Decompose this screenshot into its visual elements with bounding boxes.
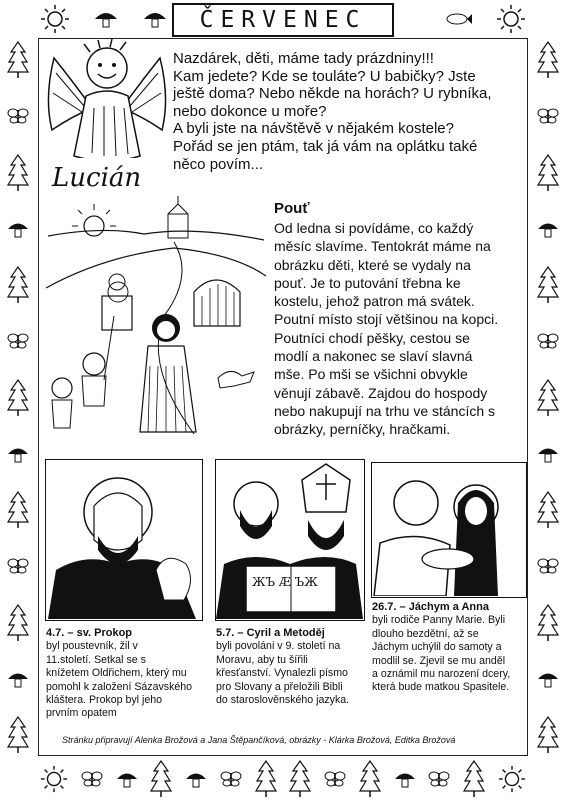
jachym-anna-caption (372, 601, 530, 695)
angel-signature: Lucián (52, 163, 142, 193)
tree-icon (537, 490, 559, 530)
pout-line: nebo nakupují na trhu ve stáncích s (274, 402, 496, 419)
tree-icon (537, 603, 559, 643)
tree-icon (150, 759, 172, 799)
caption-line: pomohl k založení Sázavského (46, 680, 193, 693)
tree-icon (7, 40, 29, 80)
mushroom-icon (537, 445, 559, 463)
tree-icon (7, 378, 29, 418)
caption-line: Jáchym uchýlil do samoty a (372, 641, 502, 654)
intro-text (173, 50, 521, 173)
tree-icon (359, 759, 381, 799)
butterfly-icon (220, 770, 242, 788)
tree-icon (537, 153, 559, 193)
pout-line: měsíc slavíme. Tentokrát máme na (274, 238, 491, 255)
caption-line: prvním opatem (46, 707, 117, 720)
tree-icon (7, 603, 29, 643)
tree-icon (7, 490, 29, 530)
prokop-heading: 4.7. – sv. Prokop (46, 627, 133, 639)
butterfly-icon (537, 107, 559, 125)
caption-line: křesťanství. Vynalezli písmo (216, 667, 348, 680)
butterfly-icon (7, 107, 29, 125)
caption-line: 11.století. Setkal se s (46, 653, 146, 666)
sun-icon (40, 765, 68, 793)
mushroom-icon (93, 9, 119, 29)
caption-line: pro Slovany a přeložili Bibli (216, 680, 343, 693)
tree-icon (537, 265, 559, 305)
tree-icon (537, 378, 559, 418)
tree-icon (463, 759, 485, 799)
mushroom-icon (7, 220, 29, 238)
butterfly-icon (324, 770, 346, 788)
pout-line: Od ledna si povídáme, co každý (274, 220, 474, 236)
left-border (2, 40, 34, 755)
angel-illustration (44, 38, 170, 194)
mushroom-icon (394, 770, 416, 788)
caption-line: a oznámil mu narození dcery, (372, 668, 511, 681)
bottom-border (40, 762, 526, 796)
jachym-anna-heading: 26.7. – Jáchym a Anna (372, 601, 489, 613)
jachym-anna-illustration (371, 462, 527, 598)
butterfly-icon (537, 332, 559, 350)
intro-line: Kam jedete? Kde se touláte? U babičky? Jste (173, 67, 476, 85)
pout-line: pouť. Je to putování třebna ke (274, 274, 461, 291)
caption-line: byli rodiče Panny Marie. Byli (372, 614, 506, 627)
right-border (532, 40, 564, 755)
prokop-caption (46, 627, 210, 721)
pout-line: Poutní místo stojí většinou na kopci. (274, 311, 499, 328)
sun-icon (498, 765, 526, 793)
intro-line: něco povím... (173, 155, 264, 173)
pout-line: obrázky, perníčky, hračkami. (274, 421, 451, 438)
sun-icon (496, 4, 526, 34)
caption-line: která bude matkou Spasitele. (372, 681, 510, 694)
pout-line: kostelu, jehož patron má svátek. (274, 293, 475, 310)
tree-icon (289, 759, 311, 799)
tree-icon (255, 759, 277, 799)
page-title: ČERVENEC (172, 3, 394, 37)
mushroom-icon (7, 670, 29, 688)
mushroom-icon (142, 9, 168, 29)
tree-icon (7, 265, 29, 305)
butterfly-icon (428, 770, 450, 788)
intro-line: Pořád se jen ptám, tak já vám na oplátku také (173, 137, 478, 155)
pout-line: věnují zábavě. Zajdou do hospody (274, 384, 488, 401)
page-footer: Stránku připravují Alenka Brožová a Jana Štěpančíková, obrázky - Klárka Brožová, Editka Brožová (62, 735, 456, 745)
pout-line: obrázku děti, které se vydaly na (274, 256, 471, 273)
caption-line: kláštera. Prokop byl jeho (46, 694, 163, 707)
pout-line: Poutníci chodí pěšky, cestou se (274, 329, 470, 346)
butterfly-icon (7, 557, 29, 575)
intro-line: nebo dokonce u moře? (173, 102, 327, 120)
tree-icon (7, 153, 29, 193)
book-glyphs: ЖЪ Ӕ ЪЖ (252, 575, 318, 589)
tree-icon (537, 715, 559, 755)
pout-line: mše. Po mši se všichni obvykle (274, 366, 468, 383)
cyril-metodej-illustration (215, 459, 365, 621)
butterfly-icon (537, 557, 559, 575)
cyril-metodej-caption (216, 627, 376, 707)
prokop-illustration (45, 459, 203, 621)
intro-line: ještě doma? Nebo někde na horách? U rybníka, (173, 85, 492, 103)
butterfly-icon (81, 770, 103, 788)
mushroom-icon (185, 770, 207, 788)
mushroom-icon (537, 220, 559, 238)
fish-icon (445, 11, 473, 27)
caption-line: byl poustevník, žil v (46, 640, 138, 653)
pout-heading: Pouť (274, 200, 310, 217)
pilgrimage-illustration (44, 196, 268, 436)
butterfly-icon (7, 332, 29, 350)
caption-line: knížetem Oldřichem, který mu (46, 667, 187, 680)
pout-text (274, 219, 526, 439)
caption-line: Moravu, aby tu šířili (216, 653, 308, 666)
caption-line: do staroslověnského jazyka. (216, 694, 350, 707)
intro-line: Nazdárek, děti, máme tady prázdniny!!! (173, 50, 434, 67)
tree-icon (537, 40, 559, 80)
pout-line: modlí a nakonec se slaví slavná (274, 348, 473, 365)
caption-line: modlil se. Zjevil se mu anděl (372, 654, 506, 667)
caption-line: dlouho bezdětní, až se (372, 627, 479, 640)
intro-line: A byli jste na návštěvě v nějakém kostele? (173, 120, 454, 138)
tree-icon (7, 715, 29, 755)
caption-line: byli povoláni v 9. století na (216, 640, 341, 653)
sun-icon (40, 4, 70, 34)
mushroom-icon (7, 445, 29, 463)
mushroom-icon (537, 670, 559, 688)
cyril-metodej-heading: 5.7. – Cyril a Metoděj (216, 627, 325, 639)
mushroom-icon (116, 770, 138, 788)
